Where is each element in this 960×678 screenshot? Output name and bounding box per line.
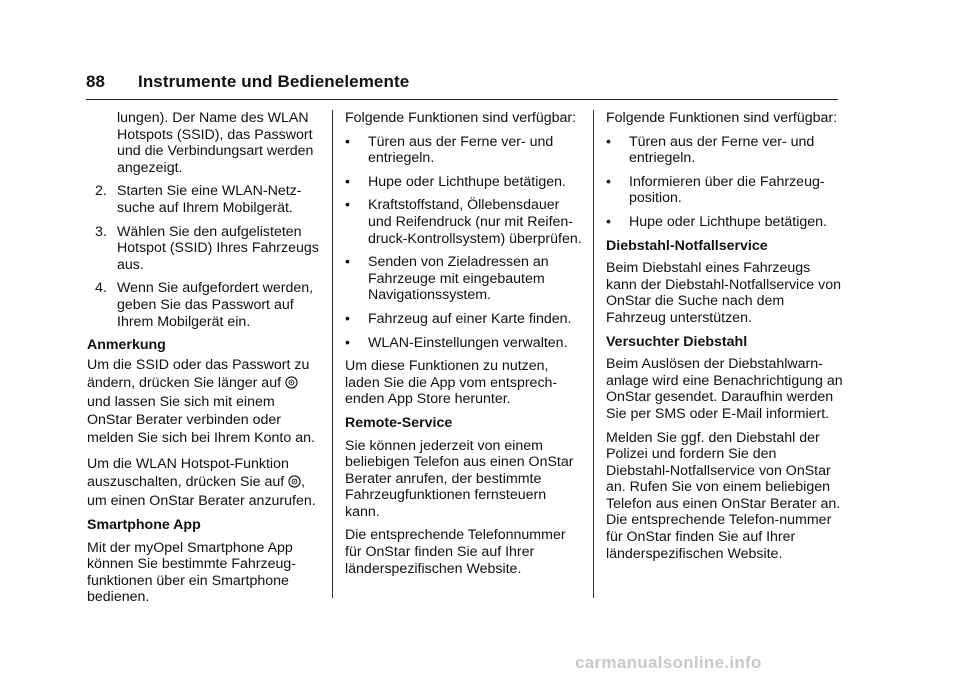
attempt-paragraph: Beim Auslösen der Diebstahlwarn-anlage wird eine Benachrichtigung an OnStar gesendet. Daraufhin werden Sie per SMS oder E-Mail informiert. — [606, 356, 843, 422]
functions-outro: Um diese Funktionen zu nutzen, laden Sie die App vom entsprech-enden App Store herunter. — [345, 358, 558, 408]
section-heading-theft-service: Diebstahl-Notfallservice — [606, 237, 768, 254]
note-paragraph — [87, 356, 323, 448]
column-divider — [332, 110, 333, 598]
attempt-paragraph: Melden Sie ggf. den Diebstahl der Polizei und fordern Sie den Diebstahl-Notfallservice von OnStar an. Rufen Sie von einem beliebigen Telefon aus einen OnStar Berater an. Die entsprechende Telefon-nummer für OnStar finden Sie auf Ihrer länderspezifischen Website. — [606, 429, 841, 562]
bullet-text: Informieren über die Fahrzeug-position. — [629, 173, 825, 207]
step-item — [87, 280, 323, 330]
bullet-item — [345, 197, 583, 247]
step-item — [87, 224, 323, 274]
theft-paragraph: Beim Diebstahl eines Fahrzeugs kann der Diebstahl-Notfallservice von OnStar die Suche nach dem Fahrzeug unterstützen. — [606, 260, 841, 326]
bullet-icon: • — [345, 310, 350, 327]
bullet-text: Hupe oder Lichthupe betätigen. — [368, 173, 566, 190]
note-paragraph — [87, 455, 323, 510]
onstar-button-icon — [285, 376, 298, 389]
note-heading: Anmerkung — [87, 337, 166, 354]
step-text: Wählen Sie den aufgelisteten Hotspot (SSID) Ihres Fahrzeugs aus. — [117, 223, 319, 273]
bullet-text: Fahrzeug auf einer Karte finden. — [368, 310, 572, 327]
step-text: Starten Sie eine WLAN-Netz-suche auf Ihrem Mobilgerät. — [117, 183, 302, 216]
bullet-text: Hupe oder Lichthupe betätigen. — [629, 213, 827, 230]
column-2 — [345, 110, 583, 584]
bullet-item — [606, 174, 844, 207]
step-number: 3. — [95, 223, 107, 240]
bullet-icon: • — [345, 173, 350, 190]
bullet-icon: • — [345, 254, 350, 271]
section-heading-attempted-theft: Versuchter Diebstahl — [606, 333, 748, 350]
step-continuation: lungen). Der Name des WLAN Hotspots (SSID), das Passwort und die Verbindungsart werden angezeigt. — [117, 110, 314, 176]
section-heading-remote-service: Remote-Service — [345, 414, 453, 431]
bullet-text: Senden von Zieladressen an Fahrzeuge mit eingebautem Navigationssystem. — [368, 254, 549, 304]
app-paragraph: Mit der myOpel Smartphone App können Sie bestimmte Fahrzeug-funktionen über ein Smartphone bedienen. — [87, 539, 296, 606]
page-header — [86, 72, 409, 92]
bullet-icon: • — [345, 197, 350, 214]
bullet-item — [345, 335, 583, 352]
note-text-before: Um die SSID oder das Passwort zu ändern, drücken Sie länger auf — [87, 356, 310, 392]
section-heading-smartphone-app: Smartphone App — [87, 516, 201, 533]
bullet-text: Kraftstoffstand, Öllebensdauer und Reifendruck (nur mit Reifen-druck-Kontrollsystem) überprüfen. — [368, 197, 582, 247]
page-title: Instrumente und Bedienelemente — [138, 72, 410, 91]
column-3 — [606, 110, 844, 569]
bullet-icon: • — [606, 173, 611, 190]
note-text-after: , um einen OnStar Berater anzurufen. — [87, 474, 316, 509]
bullet-item — [606, 134, 844, 167]
column-1 — [87, 110, 323, 613]
functions-intro: Folgende Funktionen sind verfügbar: — [345, 110, 577, 126]
step-item — [87, 183, 323, 216]
header-rule — [86, 99, 838, 100]
onstar-button-icon — [288, 475, 301, 488]
bullet-icon: • — [606, 133, 611, 150]
remote-paragraph: Sie können jederzeit von einem beliebigen Telefon aus einen OnStar Berater anrufen, der bestimmte Fahrzeugfunktionen fernsteuern kann. — [345, 437, 574, 520]
page-number: 88 — [86, 72, 106, 91]
watermark: carmanualsonline.info — [575, 653, 762, 672]
functions-intro: Folgende Funktionen sind verfügbar: — [606, 110, 838, 126]
note-text-after: und lassen Sie sich mit einem OnStar Berater verbinden oder melden Sie sich bei Ihrem Konto an. — [87, 393, 315, 447]
bullet-item — [345, 134, 583, 167]
step-number: 2. — [95, 183, 107, 200]
column-divider — [593, 110, 594, 598]
bullet-icon: • — [345, 334, 350, 351]
bullet-icon: • — [606, 213, 611, 230]
bullet-icon: • — [345, 133, 350, 150]
bullet-item — [345, 174, 583, 191]
step-text: Wenn Sie aufgefordert werden, geben Sie das Passwort auf Ihrem Mobilgerät ein. — [117, 280, 314, 330]
bullet-item — [345, 311, 583, 328]
bullet-text: Türen aus der Ferne ver- und entriegeln. — [629, 133, 815, 167]
step-number: 4. — [95, 280, 107, 297]
bullet-text: Türen aus der Ferne ver- und entriegeln. — [368, 133, 554, 167]
note-text-before: Um die WLAN Hotspot-Funktion auszuschalten, drücken Sie auf — [87, 455, 289, 491]
bullet-item — [606, 214, 844, 231]
bullet-item — [345, 254, 583, 304]
remote-paragraph: Die entsprechende Telefonnummer für OnStar finden Sie auf Ihrer länderspezifischen Website. — [345, 527, 566, 577]
bullet-text: WLAN-Einstellungen verwalten. — [368, 334, 568, 351]
